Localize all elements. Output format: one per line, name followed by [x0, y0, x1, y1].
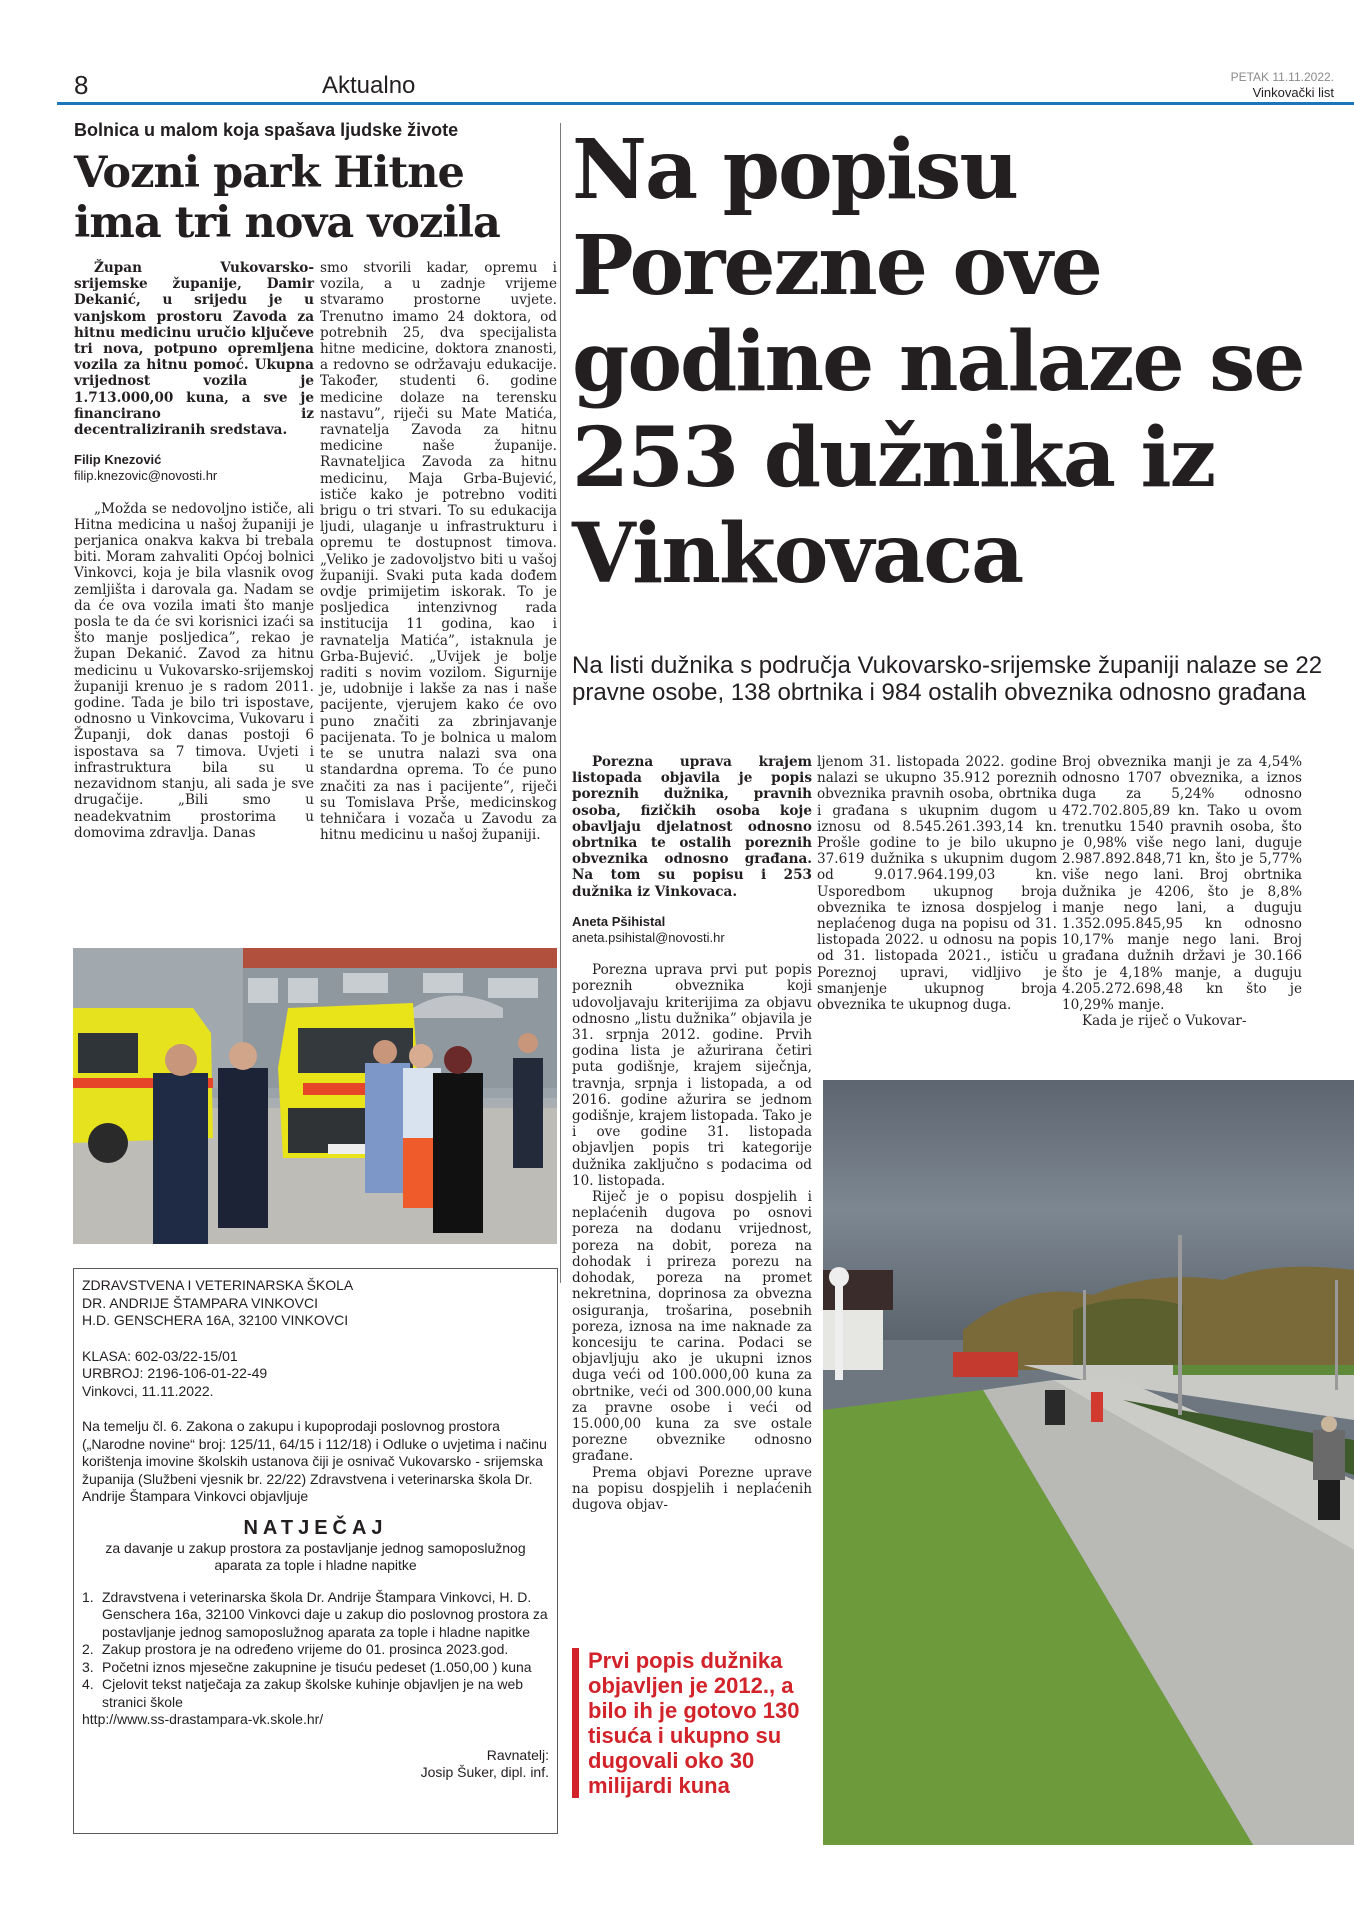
left-article-column-2: [320, 260, 557, 843]
main-article-paragraph: Kada je riječ o Vukovar-: [1082, 1013, 1247, 1030]
page-number: 8: [74, 70, 89, 100]
ad-institution-line-2: DR. ANDRIJE ŠTAMPARA VINKOVCI: [82, 1294, 318, 1311]
ad-item-text: Zdravstvena i veterinarska škola Dr. Andrije Štampara Vinkovci, H. D. Genschera 16a, 32100 Vinkovci daje u zakup dio poslovnog prostora za postavljanje jednog samoposlužnog aparata za tople i hladne napitke: [102, 1588, 548, 1640]
left-article-lead: Župan Vukovarsko-srijemske županije, Damir Dekanić, u srijedu je u vanjskom prostoru Zavoda za hitnu medicinu uručio ključeve tri nova, potpuno opremljena vozila za hitnu pomoć. Ukupna vrijednost vozila je 1.713.000,00 kuna, a sve je financirano iz decentraliziranih sredstava.: [74, 260, 314, 439]
left-article-body-1: „Možda se nedovoljno ističe, ali Hitna medicina u našoj županiji je perjanica onakva kakva bi trebala biti. Moram zahvaliti Općoj bolnici Vinkovci, koja je bila vlasnik ovog zemljišta i darovala ga. Nadam se da će ova vozila imati što manje posla te da će svi korisnici izaći sa što manje posljedica”, rekao je župan Dekanić. Zavod za hitnu medicinu u Vukovarsko-srijemskoj županiji krenuo je s radom 2011. godine. Tada je bilo tri ispostave, odnosno u Vinkovcima, Vukovaru i Županji, dok danas postoji 6 ispostava sa 7 timova. Uvjeti i infrastruktura bila su u nezavidnom stanju, ali sada je sve drugačije. „Bili smo u neadekvatnim prostorima u domovima zdravlja. Danas: [74, 500, 314, 841]
left-article-author: Filip Knezović: [74, 452, 162, 468]
main-article-column-3: [1062, 754, 1302, 1029]
ad-item-number: 4.: [82, 1676, 94, 1692]
left-article-column-1: [74, 260, 314, 841]
main-article-paragraph: Prema objavi Porezne uprave na popisu dospjelih i neplaćenih dugova objav-: [572, 1464, 812, 1513]
pull-quote: Prvi popis dužnika objavljen je 2012., a bilo ih je gotovo 130 tisuća i ukupno su dugovali oko 30 milijardi kuna: [572, 1648, 812, 1798]
ad-url-link[interactable]: http://www.ss-drastampara-vk.skole.hr/: [82, 1711, 324, 1727]
left-article-kicker: Bolnica u malom koja spašava ljudske živote: [74, 120, 459, 140]
ad-item-number: 1.: [82, 1588, 94, 1605]
ad-institution-line-3: H.D. GENSCHERA 16A, 32100 VINKOVCI: [82, 1312, 349, 1328]
ad-subheading: za davanje u zakup prostora za postavljanje jednog samoposlužnog aparata za tople i hladne napitke: [105, 1539, 526, 1573]
ad-item-text: Početni iznos mjesečne zakupnine je tisuću pedeset (1.050,00 ) kuna: [102, 1658, 532, 1675]
issue-date: PETAK 11.11.2022.: [1230, 70, 1334, 84]
ambulance-photo: [73, 948, 557, 1244]
ad-item: [82, 1676, 549, 1711]
ad-item-text: Cjelovit tekst natječaja za zakup školske kuhinje objavljen je na web stranici škole: [102, 1676, 524, 1710]
ad-institution-line-1: ZDRAVSTVENA I VETERINARSKA ŠKOLA: [82, 1277, 354, 1293]
ad-urbroj: URBROJ: 2196-106-01-22-49: [82, 1365, 268, 1381]
main-article-author: Aneta Pšihistal: [572, 913, 666, 929]
ad-item-list: [82, 1589, 549, 1712]
ambulance-photo-illustration: [73, 948, 557, 1244]
ad-signer-title: Ravnatelj:: [486, 1746, 549, 1763]
main-article-paragraph: Broj obveznika manji je za 4,54% odnosno 1707 obveznika, a iznos duga za 5,24% odnosno 472.702.805,89 kn. Tako u ovom trenutku 1540 pravnih osoba, što je 0,98% više nego lani, duguje 2.987.892.848,71 kn, što je 5,77% više nego lani. Broj obrtnika dužnika je 4206, što je 8,8% manje nego lani, a duguju 1.352.095.845,95 kn odnosno 10,17% manje nego lani. Broj građana dužnih državi je 30.166 što je 4,18% manje, a duguju 4.205.272.698,48 kn što je 10,29% manje.: [1062, 754, 1302, 1014]
main-article-paragraph: Riječ je o popisu dospjelih i neplaćenih dugova po osnovi poreza na dodanu vrijednost, poreza na dobit, poreza na dohodak i prireza porezu na dohodak, poreza na promet nekretnina, doprinosa za obvezna osiguranja, trošarina, posebnih poreza, iznosa na ime naknade za koncesiju te carina. Podaci se objavljuju ako je ukupni iznos duga veći od 100.000,00 kuna za obrtnike, veći od 300.000,00 kuna za pravne osobe i veći od 15.000,00 kuna za sve ostale porezne obveznike odnosno građane.: [572, 1189, 812, 1465]
section-title: Aktualno: [322, 72, 416, 99]
ad-item: [82, 1659, 549, 1677]
ad-item: [82, 1589, 549, 1642]
left-article-title: Vozni park Hitne ima tri nova vozila: [74, 148, 500, 248]
main-article-column-1: [572, 754, 812, 1513]
main-article-paragraph: ljenom 31. listopada 2022. godine nalazi se ukupno 35.912 poreznih obveznika pravnih osoba, obrtnika i građana s ukupnim dugom u iznosu od 8.545.261.393,14 kn. Prošle godine to je bilo ukupno 37.619 dužnika s ukupnim dugom od 9.017.964.199,03 kn. Usporedbom ukupnog broja obveznika te iznosa dospjelog i neplaćenog duga na popisu od 31. listopada 2022. u odnosu na popis od 31. listopada 2021., ističu u Poreznoj upravi, vidljivo je smanjenje ukupnog broja obveznika te ukupnog duga.: [817, 754, 1057, 1014]
main-article-email[interactable]: aneta.psihistal@novosti.hr: [572, 930, 725, 946]
street-photo: [823, 1080, 1354, 1845]
ad-item-number: 3.: [82, 1658, 94, 1675]
ad-item: [82, 1641, 549, 1659]
column-divider: [560, 123, 561, 1283]
main-article-column-2: [817, 754, 1057, 1013]
tender-notice: [73, 1268, 558, 1834]
newspaper-name: Vinkovački list: [1252, 85, 1334, 100]
street-photo-illustration: [823, 1080, 1354, 1845]
ad-item-text: Zakup prostora je na određeno vrijeme do 01. prosinca 2023.god.: [102, 1641, 509, 1657]
main-article-lead: Porezna uprava krajem listopada objavila je popis poreznih dužnika, pravnih osoba, fizičkih osoba koje obavljaju djelatnost odnosno obrtnika te ostalih poreznih obveznika odnosno građana. Na tom su popisu i 253 dužnika iz Vinkovaca.: [572, 754, 812, 900]
main-article-paragraph: Porezna uprava prvi put popis poreznih obveznika koji udovoljavaju kriterijima za objavu odnosno „listu dužnika” objavila je 31. srpnja 2012. godine. Prvih godina lista je ažurirana četiri puta godišnje, krajem siječnja, travnja, srpnja i listopada, a od 2016. godine ažurira se jednom godišnje, krajem listopada. Tako je i ove godine 31. listopada objavljen popis tri kategorije dužnika zaključno s podacima od 10. listopada.: [572, 962, 812, 1189]
ad-place-date: Vinkovci, 11.11.2022.: [82, 1382, 214, 1399]
main-article-subtitle: Na listi dužnika s područja Vukovarsko-srijemske županiji nalaze se 22 pravne osobe, 138 obrtnika i 984 ostalih obveznika odnosno građana: [572, 652, 1323, 706]
main-article-title: Na popisu Porezne ove godine nalaze se 253 dužnika iz Vinkovaca: [572, 122, 1304, 602]
ad-klasa: KLASA: 602-03/22-15/01: [82, 1347, 238, 1364]
left-article-body-2: smo stvorili kadar, opremu i vozila, a u zadnje vrijeme stvaramo prostorne uvjete. Trenutno imamo 24 doktora, od potrebnih 25, dva specijalista hitne medicine, doktora znanosti, a redovno se održavaju edukacije. Također, studenti 6. godine medicine dolaze na terensku nastavu”, riječi su Mate Matića, ravnatelja Zavoda za hitnu medicine naše županije. Ravnateljica Zavoda za hitnu medicinu, Maja Grba-Bujević, ističe kako je potrebno voditi brigu o tri stvari. To su edukacija ljudi, ulaganje u infrastrukturu i opremu te dostupnost timova. „Veliko je zadovoljstvo biti u vašoj županiji. Svaki puta kada dođem ovdje primijetim iskorak. To je posljedica intenzivnog rada institucija 11 godina, kao i ravnatelja Matića”, istaknula je Grba-Bujević. „Uvijek je bolje raditi s novim vozilom. Sigurnije je, udobnije i lakše za nas i naše pacijente, vjerujem kako će ovo puno značiti za zbrinjavanje pacijenata. To je bolnica u malom te se unutra nalazi sva ona standardna oprema. To će puno značiti za nas i pacijente”, riječi su Tomislava Prše, medicinskog tehničara i vozača u Zavodu za hitnu medicinu u našoj županiji.: [320, 260, 557, 844]
ad-heading: NATJEČAJ: [243, 1516, 388, 1539]
left-article-email[interactable]: filip.knezovic@novosti.hr: [74, 468, 218, 484]
ad-intro: Na temelju čl. 6. Zakona o zakupu i kupoprodaji poslovnog prostora („Narodne novine“ broj: 125/11, 64/15 i 112/18) i Odluke o uvjetima i načinu korištenja imovine školskih ustanova čiji je osnivač Vukovarsko - srijemska županija (Službeni vjesnik br. 22/22) Zdravstvena i veterinarska škola Dr. Andrije Štampara Vinkovci objavljuje: [82, 1418, 547, 1504]
header-rule: [57, 102, 1354, 105]
ad-signer-name: Josip Šuker, dipl. inf.: [420, 1764, 549, 1780]
ad-item-number: 2.: [82, 1641, 94, 1657]
